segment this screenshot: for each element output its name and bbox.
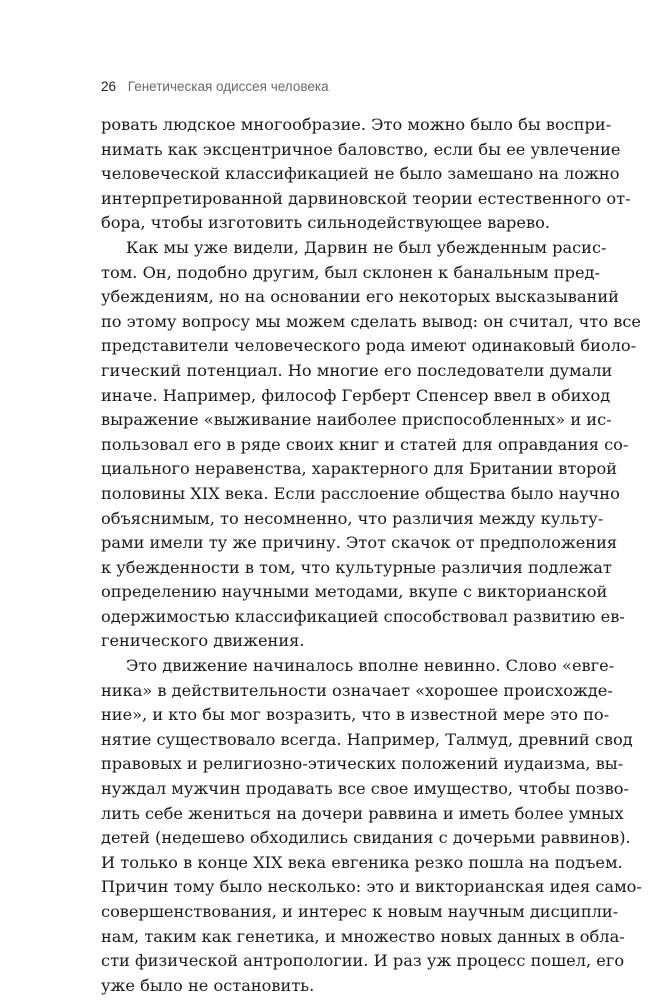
running-title: Генетическая одиссея человека — [127, 79, 329, 94]
text-line: убеждениям, но на основании его некоторых высказываний — [101, 287, 619, 307]
text-line: Причин тому было несколько: это и викторианская идея само- — [101, 877, 642, 897]
text-line: И только в конце XIX века евгеника резко пошла на подъем. — [101, 852, 623, 872]
running-head — [101, 79, 329, 94]
paragraph — [101, 654, 642, 998]
text-line: интерпретированной дарвиновской теории естественного от- — [101, 188, 631, 208]
text-line: уже было не остановить. — [101, 975, 315, 995]
text-line: бора, чтобы изготовить сильнодействующее варево. — [101, 213, 550, 233]
text-line: нуждал мужчин продавать все свое имущество, чтобы позво- — [101, 779, 630, 799]
text-line: нятие существовало всегда. Например, Талмуд, древний свод — [101, 729, 633, 749]
page-number: 26 — [101, 79, 117, 94]
text-line: циального неравенства, характерного для Британии второй — [101, 459, 617, 479]
text-line: нам, таким как генетика, и множество новых данных в обла- — [101, 926, 625, 946]
text-line: Это движение начиналось вполне невинно. Слово «евге- — [126, 656, 615, 676]
text-line: объяснимым, то несомненно, что различия между культу- — [101, 508, 604, 528]
text-line: детей (недешево обходились свидания с дочерьми раввинов). — [101, 828, 631, 848]
text-line: человеческой классификацией не было замешано на ложно — [101, 164, 620, 184]
text-line: ника» в действительности означает «хорошее происхожде- — [101, 680, 613, 700]
text-line: представители человеческого рода имеют одинаковый биоло- — [101, 336, 637, 356]
body-text — [101, 113, 642, 998]
text-line: совершенствования, и интерес к новым научным дисципли- — [101, 902, 619, 921]
text-line: иначе. Например, философ Герберт Спенсер ввел в обиход — [101, 385, 611, 405]
text-line: пользовал его в ряде своих книг и статей для оправдания со- — [101, 434, 629, 454]
text-line: Как мы уже видели, Дарвин не был убежденным расис- — [126, 237, 607, 257]
paragraph — [101, 113, 631, 236]
text-line: правовых и религиозно-этических положений иудаизма, вы- — [101, 754, 624, 774]
text-line: определению научными методами, вкупе с викторианской — [101, 582, 608, 602]
paragraph — [101, 236, 641, 654]
text-line: нимать как эксцентричное баловство, если бы ее увлечение — [101, 139, 621, 159]
text-line: том. Он, подобно другим, был склонен к банальным пред- — [101, 262, 600, 282]
text-line: ровать людское многообразие. Это можно было бы воспри- — [101, 115, 612, 134]
text-line: по этому вопросу мы можем сделать вывод: он считал, что все — [101, 311, 641, 331]
text-line: выражение «выживание наиболее приспособленных» и ис- — [101, 410, 612, 430]
text-line: сти физической антропологии. И раз уж процесс пошел, его — [101, 951, 625, 971]
text-line: одержимостью классификацией способствовал развитию ев- — [101, 606, 625, 626]
text-line: рами имели ту же причину. Этот скачок от предположения — [101, 533, 618, 553]
text-line: к убежденности в том, что культурные различия подлежат — [101, 557, 612, 577]
text-line: лить себе жениться на дочери раввина и иметь более умных — [101, 803, 624, 823]
text-line: половины XIX века. Если расслоение общества было научно — [101, 483, 620, 503]
text-line: генического движения. — [101, 631, 305, 651]
text-line: гический потенциал. Но многие его последователи думали — [101, 360, 613, 380]
text-line: ние», и кто бы мог возразить, что в известной мере это по- — [101, 705, 610, 725]
